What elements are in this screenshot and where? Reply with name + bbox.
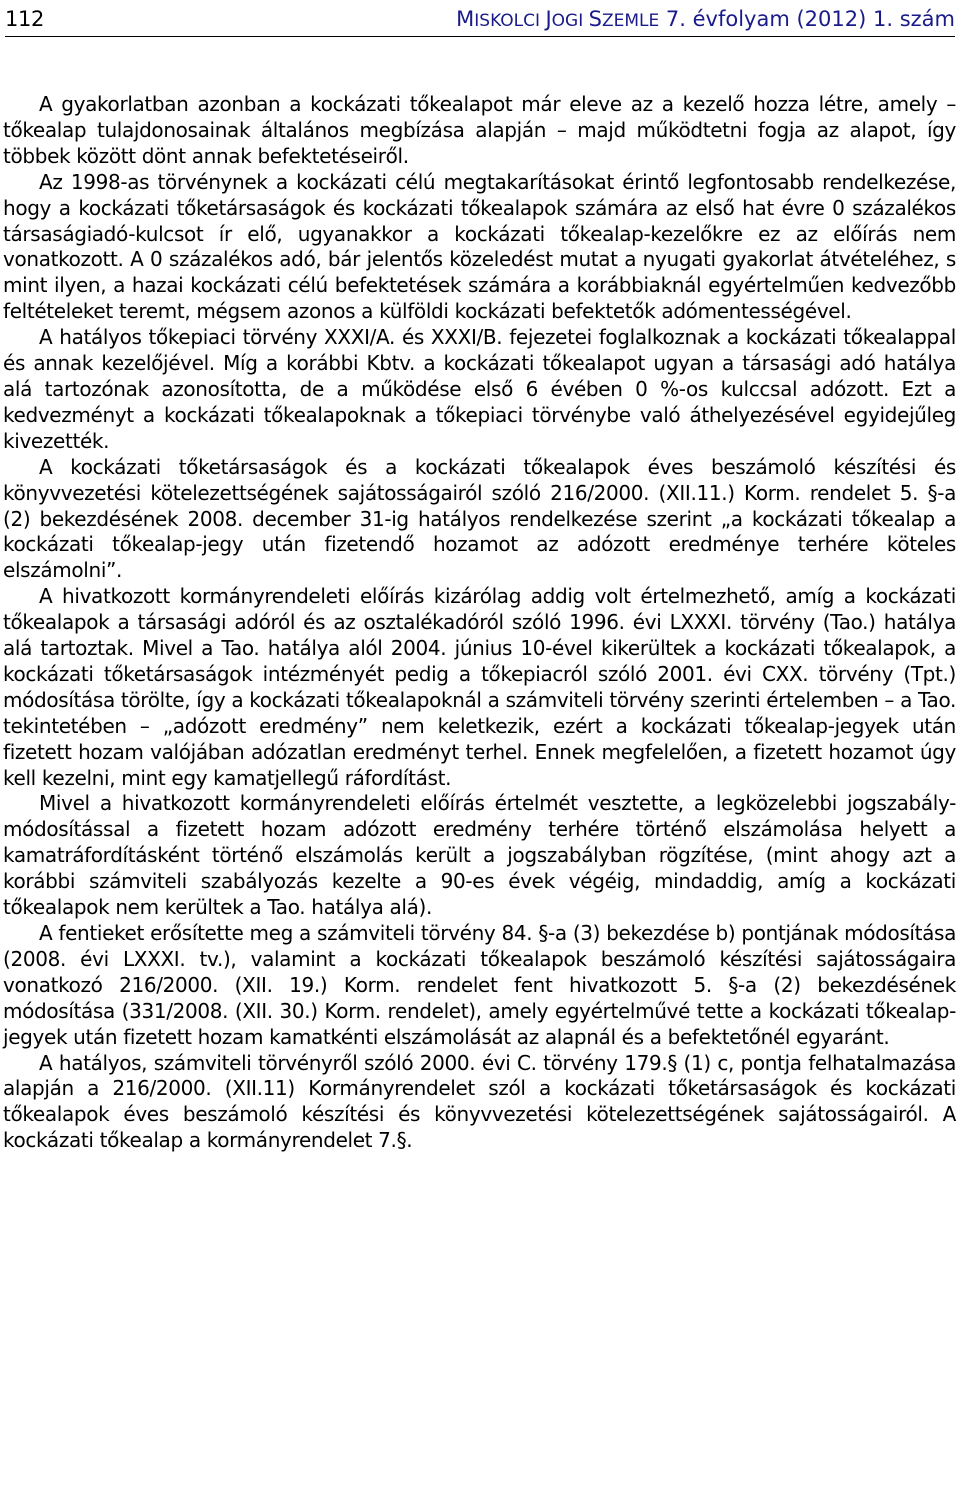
paragraph: A kockázati tőketársaságok és a kockázati tőkealapok éves beszámoló készítési és könyvvezetési kötelezettségének sajátosságairól szóló 216/2000. (XII.11.) Korm. rendelet 5. §-a (2) bekezdésének 2008. december 31-ig hatályos rendelkezése szerint „a kockázati tőkealap a kockázati tőkealap-jegy után fizetendő hozamot az adózott eredménye terhére köteles elszámolni”.	[3, 454, 956, 583]
paragraph: A fentieket erősítette meg a számviteli törvény 84. §-a (3) bekezdése b) pontjának módosítása (2008. évi LXXXI. tv.), valamint a kockázati tőkealapok beszámoló készítési sajátosságaira vonatkozó 216/2000. (XII. 19.) Korm. rendelet fent hivatkozott 5. §-a (2) bekezdésének módosítása (331/2008. (XII. 30.) Korm. rendelet), amely egyértelművé tette a kockázati tőkealap-jegyek után fizetett hozam kamatkénti elszámolását az alapnál és a befektetőnél egyaránt.	[3, 921, 956, 1049]
paragraph: A hivatkozott kormányrendeleti előírás kizárólag addig volt értelmezhető, amíg a kockázati tőkealapok a társasági adóról és az osztalékadóról szóló 1996. évi LXXXI. törvény (Tao.) hatálya alá tartoztak. Mivel a Tao. hatálya alól 2004. június 10-ével kikerültek a kockázati tőkealapok, a kockázati tőketársaságok intézményét pedig a tőkepiacról szóló 2001. évi CXX. törvény (Tpt.) módosítása törölte, így a kockázati tőkealapoknál a számviteli törvény szerinti értelemben – a Tao. tekintetében – „adózott eredmény” nem keletkezik, ezért a kockázati tőkealap-jegyek után fizetett hozam valójában adózatlan eredményt terhel. Ennek megfelelően, a fizetett hozamot úgy kell kezelni, mint egy kamatjellegű ráfordítást.	[3, 584, 956, 790]
paragraph: A gyakorlatban azonban a kockázati tőkealapot már eleve az a kezelő hozza létre, amely – tőkealap tulajdonosainak általános megbízása alapján – majd működtetni fogja az alapot, így többek között dönt annak befektetéseiről.	[3, 92, 956, 168]
running-head	[456, 7, 955, 31]
running-head-initial: J	[545, 7, 552, 31]
paragraph: A hatályos tőkepiaci törvény XXXI/A. és XXXI/B. fejezetei foglalkoznak a kockázati tőkealappal és annak kezelőjével. Míg a korábbi Kbtv. a kockázati tőkealapot ugyan a társasági adó hatálya alá tartozónak azonosította, de a működése első 6 évében 0 %-os kulccsal adózott. Ezt a kedvezményt a kockázati tőkealapoknak a tőkepiaci törvénybe való áthelyezésével egyidejűleg kivezették.	[3, 325, 956, 453]
paragraph: Az 1998-as törvénynek a kockázati célú megtakarításokat érintő legfontosabb rendelkezése, hogy a kockázati tőketársaságok és kockázati tőkealapok számára az első hat évre 0 százalékos társaságiadó-kulcsot ír elő, ugyanakkor a kockázati tőkealap-kezelőkre ez az előírás nem vonatkozott. A 0 százalékos adó, bár jelentős közeledést mutat a nyugati gyakorlat átvételéhez, s mint ilyen, a hazai kockázati célú befektetések számára a korábbiaknál egyértelműen kedvezőbb feltételeket teremt, mégsem azonos a külföldi kockázati befektetők adómentességével.	[3, 169, 956, 324]
paragraph: Mivel a hivatkozott kormányrendeleti előírás értelmét vesztette, a legközelebbi jogszabály-módosítással a fizetett hozam adózott eredmény terhére történő elszámolása helyett a kamatráfordításként történő elszámolás került a jogszabályban rögzítése, (mint ahogy azt a korábbi számviteli szabályozás kezelte a 90-es évek végéig, mindaddig, amíg a kockázati tőkealapok nem kerültek a Tao. hatálya alá).	[3, 791, 956, 920]
running-head-initial: S	[588, 7, 602, 31]
body-text	[3, 92, 956, 1154]
running-head-initial: M	[456, 7, 475, 31]
page-header	[5, 2, 955, 37]
paragraph: A hatályos, számviteli törvényről szóló 2000. évi C. törvény 179.§ (1) c, pontja felhatalmazása alapján a 216/2000. (XII.11) Kormányrendelet szól a kockázati tőketársaságok és kockázati tőkealapok éves beszámoló készítési és könyvvezetési kötelezettségének sajátosságairól. A kockázati tőkealap a kormányrendelet 7.§.	[3, 1050, 956, 1153]
running-head-smallcaps: ZEMLE	[601, 11, 660, 31]
running-head-smallcaps: OGI	[551, 11, 589, 31]
page-number: 112	[5, 7, 45, 31]
running-head-volume: 7. évfolyam (2012) 1. szám	[659, 7, 955, 31]
running-head-smallcaps: ISKOLCI	[474, 11, 546, 31]
